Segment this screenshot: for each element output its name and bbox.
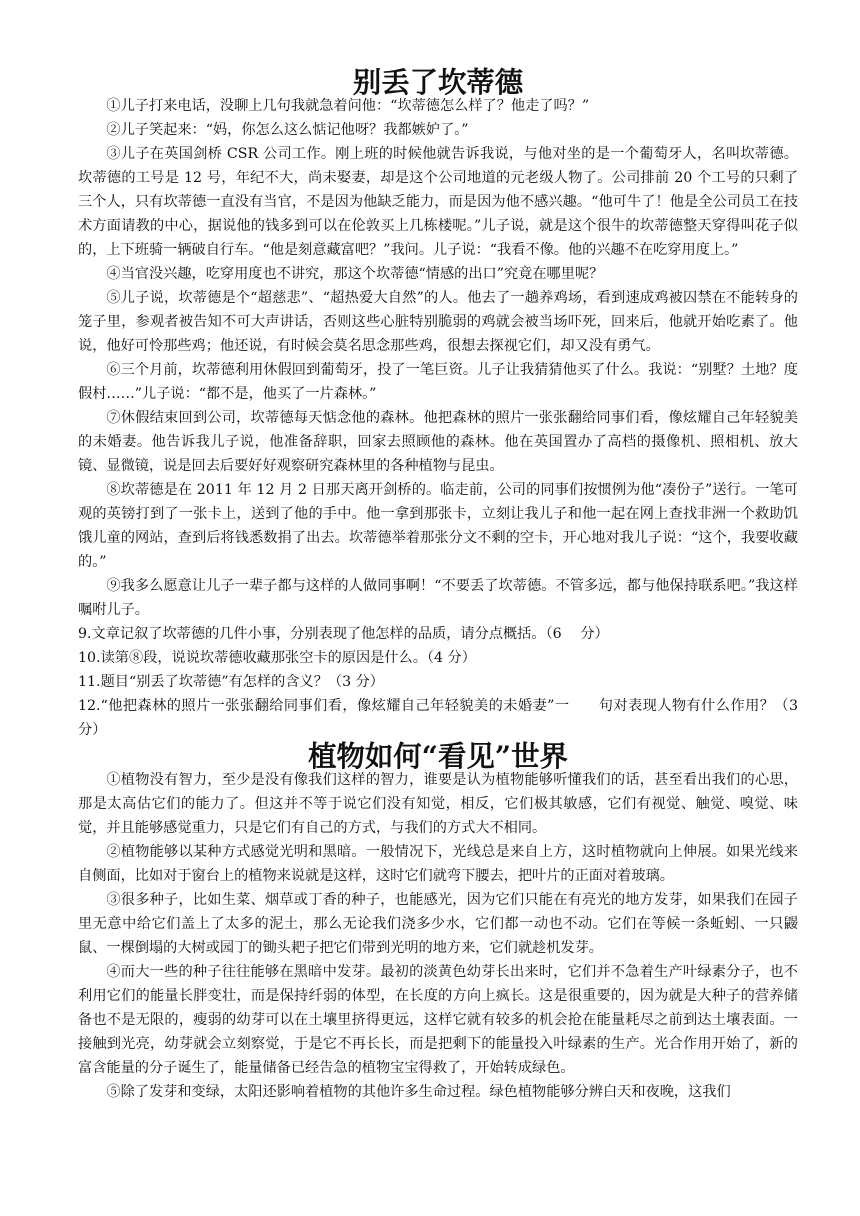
paragraph: ⑥三个月前，坎蒂德利用休假回到葡萄牙，投了一笔巨资。儿子让我猜猜他买了什么。我说：“别墅？土地？度假村……”儿子说：“都不是，他买了一片森林。” (78, 362, 798, 402)
question: 10.读第⑧段，说说坎蒂德收藏那张空卡的原因是什么。（4 分） (78, 650, 476, 666)
paragraph: ③儿子在英国剑桥 CSR 公司工作。刚上班的时候他就告诉我说，与他对坐的是一个葡萄牙人，名叫坎蒂德。坎蒂德的工号是 12 号，年纪不大，尚未娶妻，却是这个公司地道的元老级人物了。公司排前 20 个工号的只剩了三个人，只有坎蒂德一直没有当官，不是因为他缺乏能力，而是因为他不感兴趣。“他可牛了！他是全公司员工在技术方面请教的中心，据说他的钱多到可以在伦敦买上几栋楼呢。”儿子说，就是这个很牛的坎蒂德整天穿得叫花子似的，上下班骑一辆破自行车。“他是刻意藏富吧？”我问。儿子说：“我看不像。他的兴趣不在吃穿用度上。” (78, 146, 798, 258)
paragraph: ④当官没兴趣，吃穿用度也不讲究，那这个坎蒂德“情感的出口”究竟在哪里呢？ (106, 266, 604, 282)
paragraph: ⑧坎蒂德是在 2011 年 12 月 2 日那天离开剑桥的。临走前，公司的同事们按惯例为他“凑份子”送行。一笔可观的英镑打到了一张卡上，送到了他的手中。他一拿到那张卡，立刻让我儿子和他一起在网上查找非洲一个救助饥饿儿童的网站，查到后将钱悉数捐了出去。坎蒂德举着那张分文不剩的空卡，开心地对我儿子说：“这个，我要收藏的。” (78, 482, 798, 570)
paragraph: ⑤儿子说，坎蒂德是个“超慈悲”、“超热爱大自然”的人。他去了一趟养鸡场，看到速成鸡被囚禁在不能转身的笼子里，参观者被告知不可大声讲话，否则这些心脏特别脆弱的鸡就会被当场吓死，回来后，他就开始吃素了。他说，他好可怜那些鸡；他还说，有时候会莫名思念那些鸡，很想去探视它们，却又没有勇气。 (78, 290, 798, 354)
paragraph: ②植物能够以某种方式感觉光明和黑暗。一般情况下，光线总是来自上方，这时植物就向上伸展。如果光线来自侧面，比如对于窗台上的植物来说就是这样，这时它们就弯下腰去，把叶片的正面对着玻璃。 (78, 844, 798, 884)
question: 12.“他把森林的照片一张张翻给同事们看，像炫耀自己年轻貌美的未婚妻”一 句对表现人物有什么作用？（3 分） (78, 698, 798, 738)
question: 11.题目“别丢了坎蒂德”有怎样的含义？（3 分） (78, 674, 384, 690)
article-title: 植物如何“看见”世界 (308, 739, 568, 773)
paragraph: ⑦休假结束回到公司，坎蒂德每天惦念他的森林。他把森林的照片一张张翻给同事们看，像炫耀自己年轻貌美的未婚妻。他告诉我儿子说，他准备辞职，回家去照顾他的森林。他在英国置办了高档的摄像机、照相机、放大镜、显微镜，说是回去后要好好观察研究森林里的各种植物与昆虫。 (78, 410, 798, 474)
paragraph: ①植物没有智力，至少是没有像我们这样的智力，谁要是认为植物能够听懂我们的话，甚至看出我们的心思，那是太高估它们的能力了。但这并不等于说它们没有知觉，相反，它们极其敏感，它们有视觉、触觉、嗅觉、味觉，并且能够感觉重力，只是它们有自己的方式，与我们的方式大不相同。 (78, 772, 798, 836)
paragraph: ⑨我多么愿意让儿子一辈子都与这样的人做同事啊！“不要丢了坎蒂德。不管多远，都与他保持联系吧。”我这样嘱咐儿子。 (78, 578, 798, 618)
paragraph: ⑤除了发芽和变绿，太阳还影响着植物的其他许多生命过程。绿色植物能够分辨白天和夜晚，这我们 (106, 1084, 731, 1100)
paragraph: ④而大一些的种子往往能够在黑暗中发芽。最初的淡黄色幼芽长出来时，它们并不急着生产叶绿素分子，也不利用它们的能量长胖变壮，而是保持纤弱的体型，在长度的方向上疯长。这是很重要的，因为就是大种子的营养储备也不是无限的，瘦弱的幼芽可以在土壤里挤得更远，这样它就有较多的机会抢在能量耗尽之前到达土壤表面。一接触到光亮，幼芽就会立刻察觉，于是它不再长长，而是把剩下的能量投入叶绿素的生产。光合作用开始了，新的富含能量的分子诞生了，能量储备已经告急的植物宝宝得救了，开始转成绿色。 (78, 964, 798, 1076)
paragraph: ③很多种子，比如生菜、烟草或丁香的种子，也能感光，因为它们只能在有亮光的地方发芽，如果我们在园子里无意中给它们盖上了太多的泥土，那么无论我们浇多少水，它们都一动也不动。它们在等候一条蚯蚓、一只鼹鼠、一棵倒塌的大树或园丁的锄头耙子把它们带到光明的地方来，它们就趁机发芽。 (78, 892, 798, 956)
question: 9.文章记叙了坎蒂德的几件小事，分别表现了他怎样的品质，请分点概括。（6 分） (78, 626, 609, 642)
article-title: 别丢了坎蒂德 (352, 65, 524, 99)
paragraph: ①儿子打来电话，没聊上几句我就急着问他：“坎蒂德怎么样了？他走了吗？” (106, 98, 590, 114)
paragraph: ②儿子笑起来：“妈，你怎么这么惦记他呀？我都嫉妒了。” (106, 122, 469, 138)
